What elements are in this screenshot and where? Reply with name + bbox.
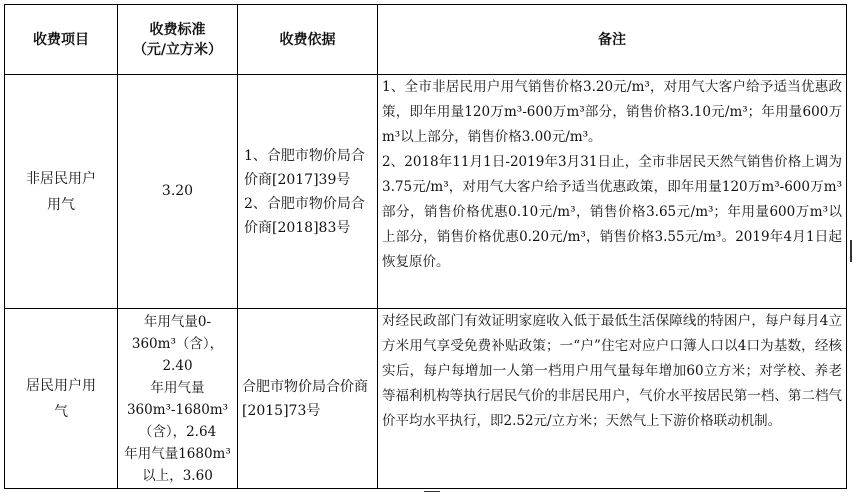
header-basis: [238, 5, 378, 75]
header-standard-line1: 收费标准: [149, 21, 206, 38]
fee-table: [4, 4, 847, 489]
header-item-text: 收费项目: [33, 31, 89, 48]
table-row: [5, 75, 847, 309]
page-mark: [424, 491, 440, 492]
header-row: [5, 5, 847, 75]
cell-item: [5, 309, 118, 489]
header-remarks: [378, 5, 847, 75]
row2-remarks: 对经民政部门有效证明家庭收入低于最低生活保障线的特困户，每户每月4立方米用气享受免费补贴政策；一“户”住宅对应户口簿人口以4口为基数，经核实后，每户每增加一人第一档用户用气量每年增加60立方米；对学校、养老等福利机构等执行居民气价的非居民用户，气价水平按居民第一档、第二档气价平均水平执行，即2.52元/立方米；天然气上下游价格联动机制。: [382, 313, 842, 429]
cell-standard: [118, 75, 238, 309]
cell-standard: [118, 309, 238, 489]
row1-standard: 3.20: [161, 183, 194, 199]
table-row: [5, 309, 847, 489]
row2-standard: 年用气量0-360m³（含），2.40 年用气量360m³-1680m³（含），2.64 年用气量1680m³以上，3.60: [124, 313, 231, 484]
cell-remarks: [378, 309, 847, 489]
header-standard: [118, 5, 238, 75]
cell-remarks: [378, 75, 847, 309]
text-cursor: [850, 240, 852, 262]
header-standard-line2: （元/立方米）: [132, 41, 223, 58]
cell-basis: [238, 309, 378, 489]
row2-basis: 合肥市物价局合价商[2015]73号: [242, 378, 368, 419]
row1-basis: 1、合肥市物价局合价商[2017]39号 2、合肥市物价局合价商[2018]83号: [244, 147, 365, 236]
row1-item: 非居民用户用气: [26, 170, 96, 213]
header-item: [5, 5, 118, 75]
header-basis-text: 收费依据: [279, 31, 336, 48]
cell-basis: [238, 75, 378, 309]
header-remarks-text: 备注: [598, 31, 626, 48]
cell-item: [5, 75, 118, 309]
row1-remarks: 1、全市非居民用户用气销售价格3.20元/m³，对用气大客户给予适当优惠政策，即年用量120万m³-600万m³部分，销售价格3.10元/m³；年用量600万m³以上部分，销售价格3.00元/m³。 2、2018年11月1日-2019年3月31日止，全市非居民天然气销售价格上调为3.75元/m³，对用气大客户给予适当优惠政策，即年用量120万m³-600万m³部分，销售价格优惠0.10元/m³，销售价格3.65元/m³；年用量600万m³以上部分，销售价格优惠0.20元/m³，销售价格3.55元/m³。2019年4月1日起恢复原价。: [382, 79, 842, 270]
row2-item: 居民用户用气: [26, 377, 96, 420]
